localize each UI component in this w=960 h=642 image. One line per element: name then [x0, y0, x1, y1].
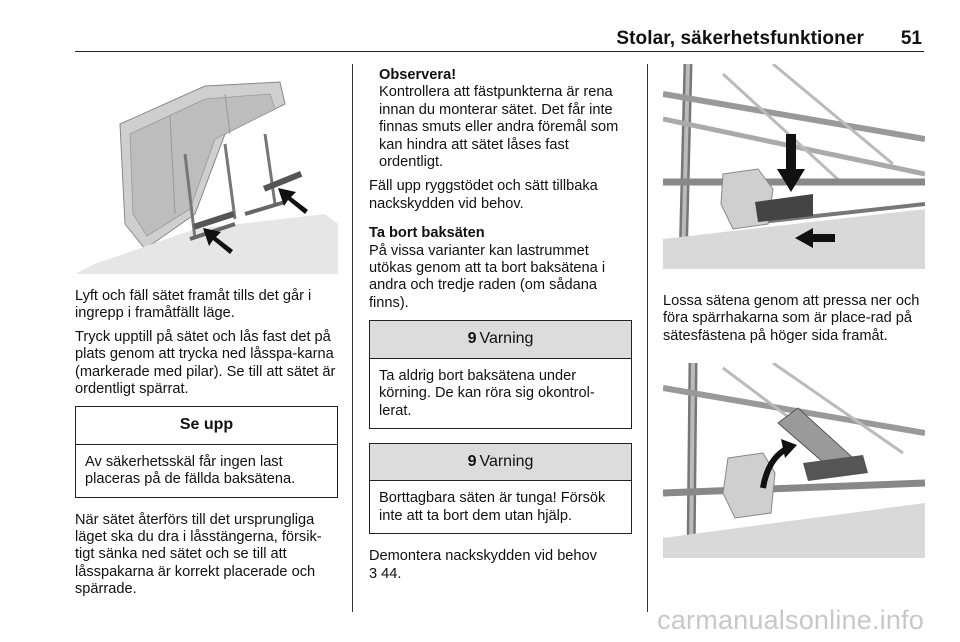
- caution-text: Av säkerhetsskäl får ingen last placeras på de fällda baksätena.: [85, 453, 296, 488]
- column-divider-1: [352, 64, 353, 612]
- caution-box: [75, 406, 338, 497]
- instruction-return-seat: När sätet återförs till det ursprungliga läget ska du dra i låsstängerna, försik-tigt sänka ned sätet och se till att låsspakarna är korrekt placerade och spärrade.: [75, 511, 322, 598]
- page-title: Stolar, säkerhetsfunktioner: [616, 28, 864, 49]
- section-text: På vissa varianter kan lastrummet utökas genom att ta bort baksätena i andra och tredje raden (om sådana finns).: [369, 242, 606, 311]
- instruction-remove-headrests: Demontera nackskydden vid behov 3 44.: [369, 548, 597, 582]
- warning-text-2: Borttagbara säten är tunga! Försök inte att ta bort dem utan hjälp.: [379, 490, 606, 524]
- instruction-fold-seat: Lyft och fäll sätet framåt tills det går i ingrepp i framåtfällt läge.: [75, 288, 312, 322]
- column-2: [369, 67, 632, 589]
- caution-title: Se upp: [76, 407, 337, 444]
- warning-icon: 9: [467, 330, 477, 348]
- seat-latch-press-illustration: [663, 64, 925, 269]
- instruction-raise-backrest: Fäll upp ryggstödet och sätt tillbaka nackskydden vid behov.: [369, 178, 598, 212]
- page-reference: 3 44.: [369, 565, 402, 582]
- note-text: Kontrollera att fästpunkterna är rena innan du monterar sätet. Det får inte finnas smuts eller andra föremål som kan hindra att sätet låses fast ordentligt.: [379, 84, 619, 171]
- warning-title-2: 9 Varning: [370, 444, 631, 481]
- warning-text-1: Ta aldrig bort baksätena under körning. De kan röra sig okontrol-lerat.: [379, 367, 595, 419]
- instruction-release-latch: Lossa sätena genom att pressa ner och föra spärrhakarna som är place-rad på sätesfästena på höger sida framåt.: [663, 293, 920, 344]
- page-number: 51: [900, 28, 922, 49]
- note-block: [369, 67, 632, 171]
- warning-icon: 9: [467, 452, 477, 470]
- instruction-lock-seat: Tryck upptill på sätet och lås fast det på plats genom att trycka ned låsspa-karna (markerade med pilar). Se till att sätet är ordentligt spärrat.: [75, 328, 336, 398]
- warning-box-1: [369, 320, 632, 429]
- column-3: [663, 64, 925, 558]
- column-1: [75, 64, 338, 605]
- warning-title-1: 9 Varning: [370, 321, 631, 358]
- warning-box-2: [369, 443, 632, 534]
- column-divider-2: [647, 64, 648, 612]
- seat-tilt-illustration: [663, 363, 925, 558]
- section-title: Ta bort baksäten: [369, 225, 485, 242]
- rear-seat-folded-illustration: [75, 64, 338, 274]
- watermark: carmanualsonline.info: [657, 605, 924, 635]
- page-header: [75, 28, 924, 52]
- note-title: Observera!: [379, 67, 457, 83]
